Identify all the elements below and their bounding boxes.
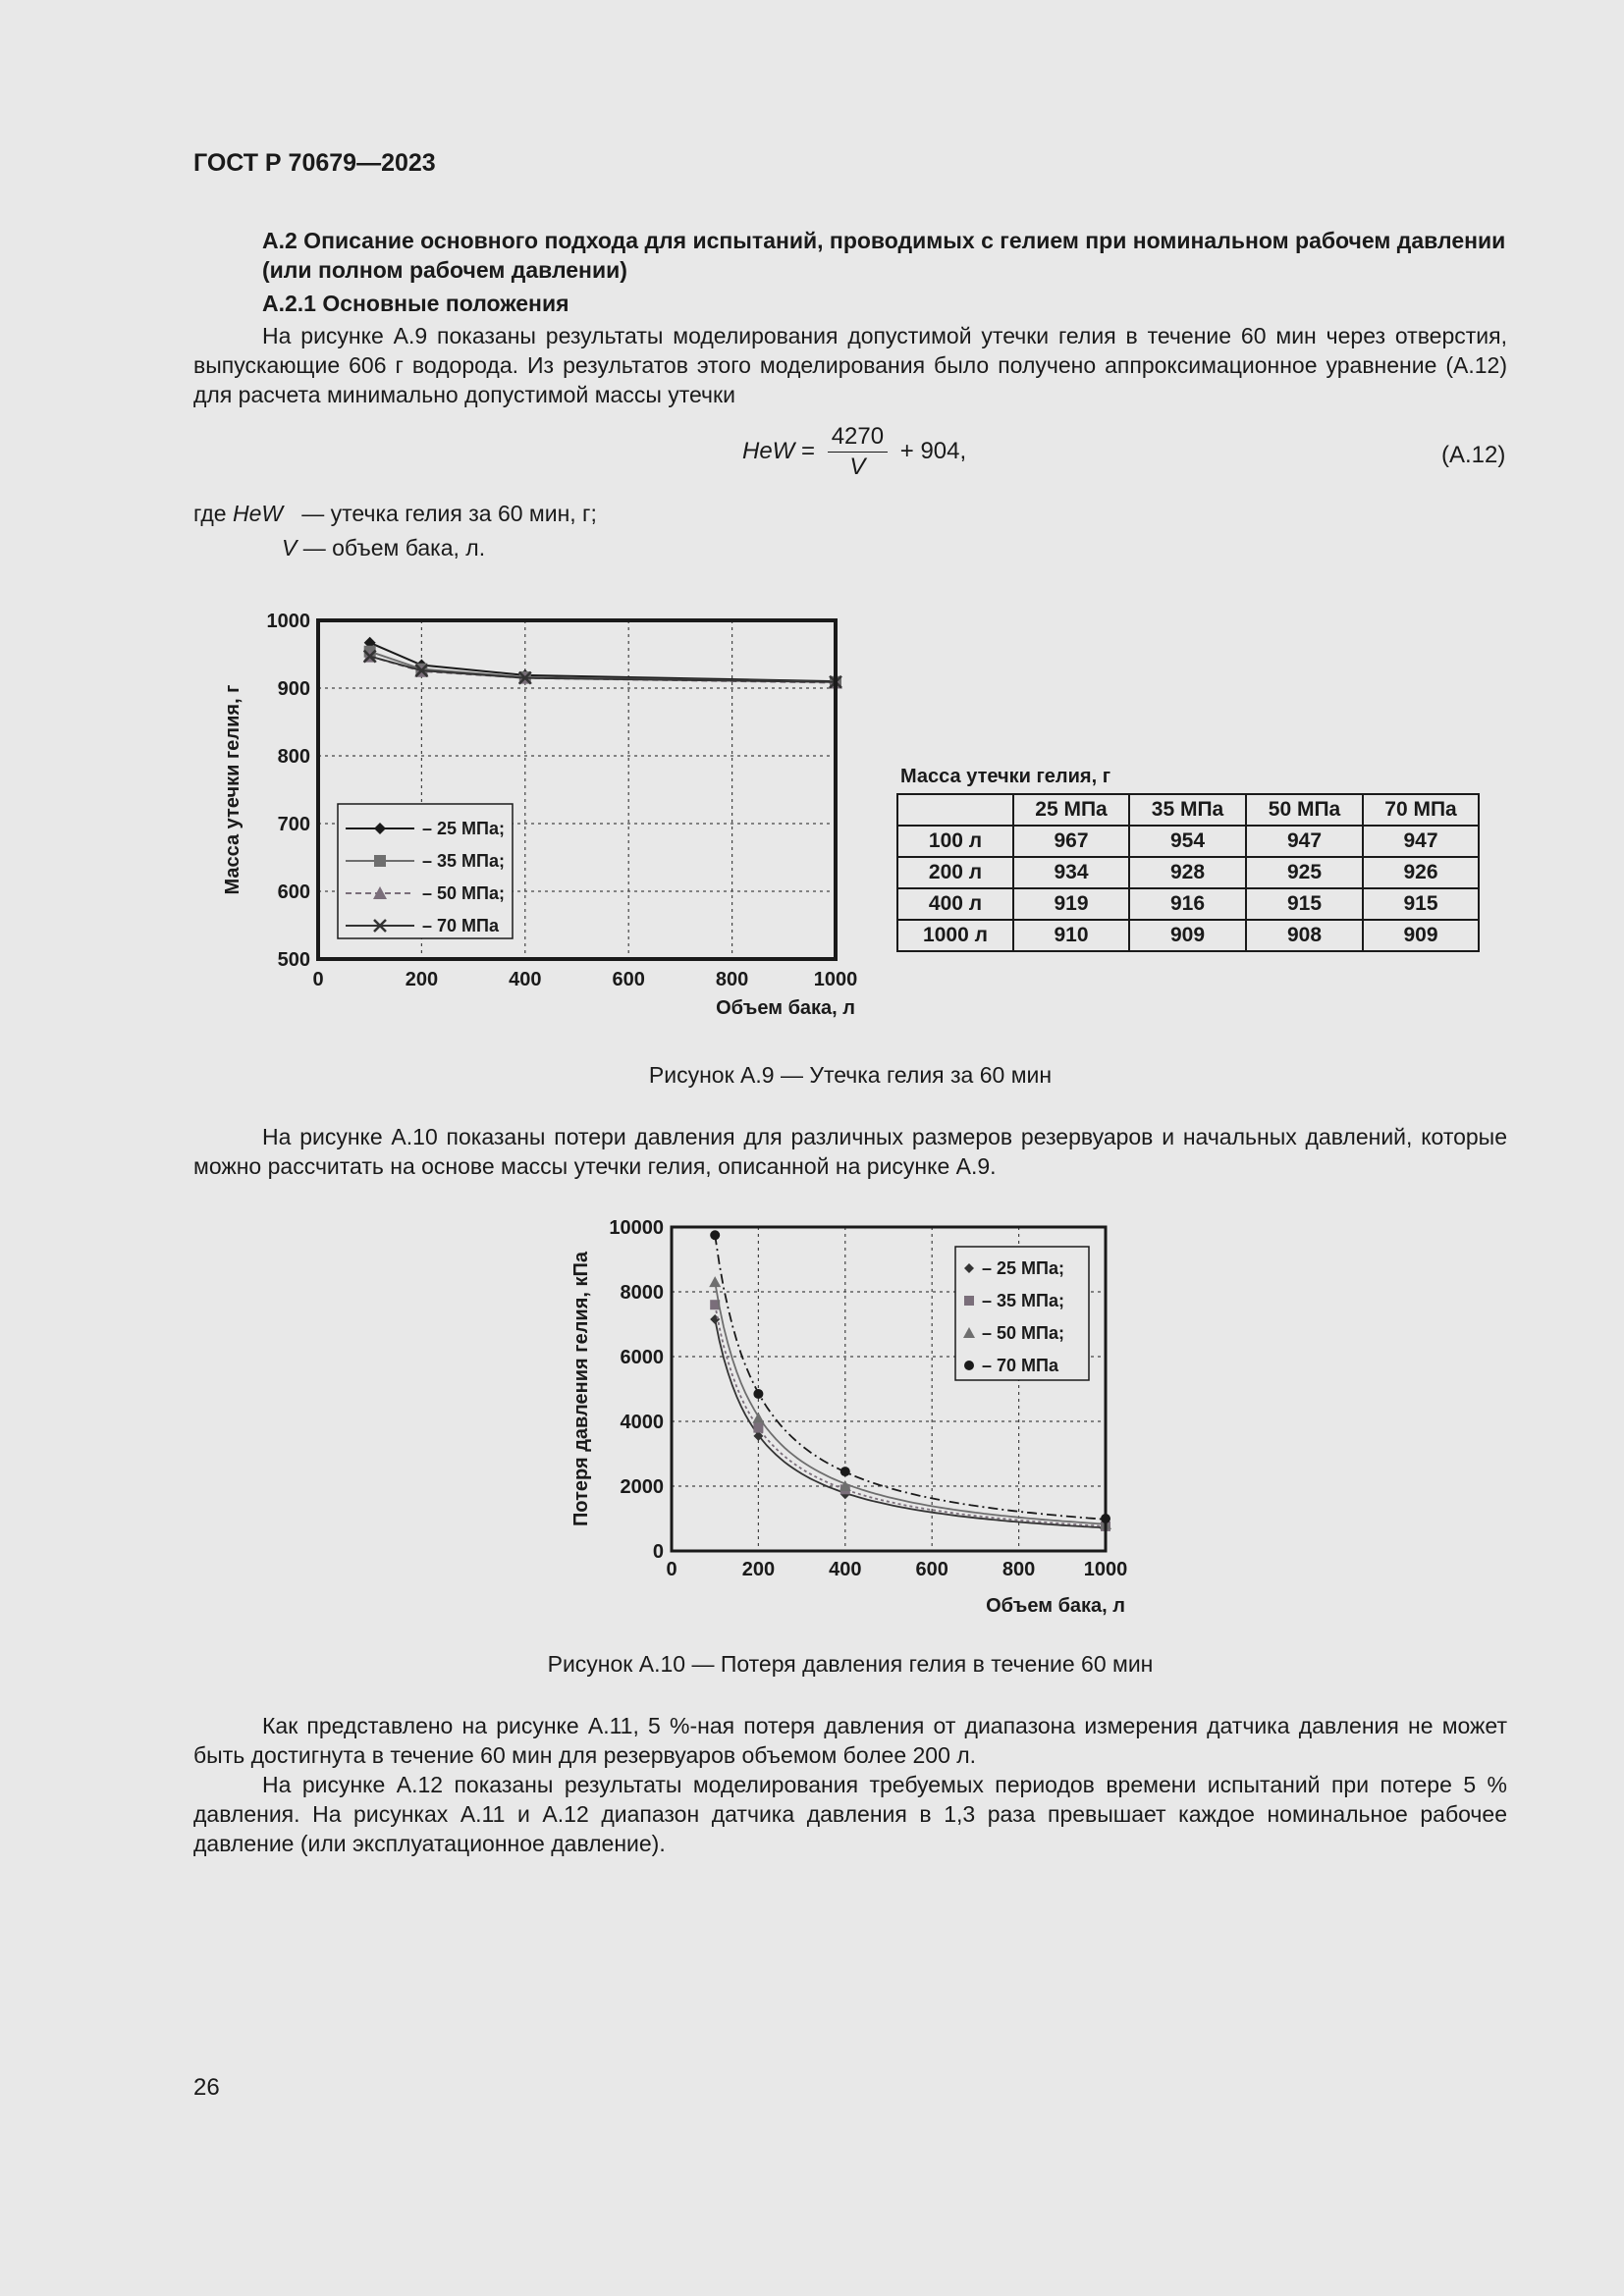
y-tick-label: 700	[277, 814, 310, 835]
leak-table-cell: 947	[1363, 826, 1479, 857]
y-tick-label: 0	[652, 1541, 664, 1563]
legend-entry-label: – 50 МПа;	[982, 1323, 1064, 1343]
y-tick-label: 600	[277, 881, 310, 903]
x-axis-label: Объем бака, л	[986, 1595, 1125, 1617]
y-tick-label: 500	[277, 949, 310, 971]
where-var-v: V	[282, 535, 298, 561]
data-point-square	[964, 1296, 974, 1306]
x-tick-label: 800	[1001, 1559, 1036, 1580]
x-tick-label: 0	[312, 969, 324, 990]
legend-entry-label: – 35 МПа;	[422, 851, 505, 871]
where-text-1: — утечка гелия за 60 мин, г;	[301, 501, 597, 526]
paragraph-1: На рисунке А.9 показаны результаты моделирования допустимой утечки гелия в течение 60 мин через отверстия, выпускающие 606 г водорода. Из результатов этого моделирования было получено аппроксимационное уравнение (А.12) для расчета минимально допустимой массы утечки	[193, 323, 1507, 407]
leak-table-cell: 928	[1129, 857, 1246, 888]
section-heading: А.2 Описание основного подхода для испытаний, проводимых с гелием при номинальном рабочем давлении (или полном рабочем давлении)	[262, 228, 1506, 283]
x-tick-label: 1000	[1083, 1559, 1128, 1580]
x-tick-label: 200	[405, 969, 439, 990]
leak-table-row-label: 200 л	[897, 857, 1013, 888]
leak-table-row-label: 400 л	[897, 888, 1013, 920]
where-line-1	[193, 501, 597, 527]
data-point-square	[753, 1423, 763, 1433]
chart-a9	[206, 601, 874, 1042]
leak-table-cell: 916	[1129, 888, 1246, 920]
leak-table-title: Масса утечки гелия, г	[900, 766, 1111, 787]
legend-entry-label: – 25 МПа;	[422, 819, 505, 838]
x-tick-label: 400	[829, 1559, 862, 1580]
x-tick-label: 200	[741, 1559, 776, 1580]
x-tick-label: 600	[915, 1559, 948, 1580]
data-point-circle	[710, 1230, 720, 1240]
leak-table-cell: 909	[1363, 920, 1479, 951]
y-tick-label: 8000	[620, 1282, 664, 1304]
y-tick-label: 4000	[620, 1412, 664, 1433]
leak-table-cell: 915	[1246, 888, 1363, 920]
subsection-heading: А.2.1 Основные положения	[262, 291, 569, 316]
y-axis-label: Потеря давления гелия, кПа	[570, 1252, 592, 1526]
legend-entry-label: – 50 МПа;	[422, 883, 505, 903]
leak-table-cell: 925	[1246, 857, 1363, 888]
leak-table	[896, 793, 1480, 952]
paragraph-4: На рисунке А.12 показаны результаты моделирования требуемых периодов времени испытаний при потере 5 % давления. На рисунках А.11 и А.12 диапазон датчика давления в 1,3 раза превышает каждое номинальное рабочее давление (или эксплуатационное давление).	[193, 1772, 1507, 1856]
leak-table-cell: 947	[1246, 826, 1363, 857]
formula-a12	[742, 422, 966, 482]
leak-table-row	[897, 920, 1479, 951]
data-point-circle	[964, 1361, 974, 1370]
formula-denominator: V	[849, 454, 866, 480]
leak-table-header-cell: 35 МПа	[1129, 794, 1246, 826]
formula-numerator: 4270	[828, 422, 888, 453]
data-point-circle	[840, 1467, 850, 1476]
x-tick-label: 0	[666, 1559, 677, 1580]
leak-table-header-cell: 25 МПа	[1013, 794, 1129, 826]
formula-eq: =	[801, 437, 816, 464]
leak-table-cell: 926	[1363, 857, 1479, 888]
legend-entry-label: – 70 МПа	[982, 1356, 1058, 1375]
leak-table-header-cell: 50 МПа	[1246, 794, 1363, 826]
where-prefix: где	[193, 501, 227, 526]
x-tick-label: 400	[509, 969, 542, 990]
y-tick-label: 900	[277, 678, 310, 700]
where-var-hew: HeW	[232, 501, 284, 526]
document-header: ГОСТ Р 70679—2023	[193, 149, 436, 177]
equation-number: (А.12)	[1441, 442, 1506, 468]
leak-table-header-cell: 70 МПа	[1363, 794, 1479, 826]
leak-table-row-label: 100 л	[897, 826, 1013, 857]
figure-a10-caption: Рисунок А.10 — Потеря давления гелия в течение 60 мин	[547, 1651, 1154, 1677]
y-tick-label: 1000	[266, 611, 310, 632]
data-point-square	[374, 855, 386, 867]
y-tick-label: 10000	[609, 1217, 664, 1239]
leak-table-header-row	[897, 794, 1479, 826]
leak-table-row	[897, 826, 1479, 857]
y-tick-label: 6000	[620, 1347, 664, 1368]
leak-table-cell: 954	[1129, 826, 1246, 857]
y-tick-label: 800	[277, 746, 310, 768]
formula-fraction	[828, 422, 888, 482]
x-tick-label: 600	[612, 969, 645, 990]
formula-lhs: HeW	[742, 437, 795, 464]
leak-table-header-cell	[897, 794, 1013, 826]
y-tick-label: 2000	[620, 1476, 664, 1498]
leak-table-cell: 910	[1013, 920, 1129, 951]
legend-entry-label: – 35 МПа;	[982, 1291, 1064, 1310]
x-tick-label: 1000	[813, 969, 858, 990]
x-axis-label: Объем бака, л	[716, 997, 855, 1019]
page-number: 26	[193, 2074, 220, 2101]
legend-entry-label: – 70 МПа	[422, 916, 499, 935]
paragraph-2: На рисунке А.10 показаны потери давления для различных размеров резервуаров и начальных давлений, которые можно рассчитать на основе массы утечки гелия, описанной на рисунке А.9.	[193, 1124, 1507, 1179]
leak-table-row	[897, 857, 1479, 888]
chart-a10	[560, 1213, 1149, 1624]
paragraph-3: Как представлено на рисунке А.11, 5 %-ная потеря давления от диапазона измерения датчика давления не может быть достигнута в течение 60 мин для резервуаров объемом более 200 л.	[193, 1713, 1507, 1768]
leak-table-row	[897, 888, 1479, 920]
leak-table-cell: 934	[1013, 857, 1129, 888]
legend-entry-label: – 25 МПа;	[982, 1258, 1064, 1278]
data-point-circle	[753, 1389, 763, 1399]
figure-a9-caption: Рисунок А.9 — Утечка гелия за 60 мин	[648, 1062, 1053, 1088]
leak-table-row-label: 1000 л	[897, 920, 1013, 951]
x-tick-label: 800	[715, 969, 749, 990]
leak-table-cell: 909	[1129, 920, 1246, 951]
where-line-2	[282, 535, 485, 561]
leak-table-cell: 919	[1013, 888, 1129, 920]
y-axis-label: Масса утечки гелия, г	[222, 684, 244, 895]
leak-table-cell: 915	[1363, 888, 1479, 920]
formula-rest: + 904,	[899, 437, 967, 464]
where-text-2: — объем бака, л.	[302, 535, 486, 561]
leak-table-cell: 967	[1013, 826, 1129, 857]
leak-table-cell: 908	[1246, 920, 1363, 951]
